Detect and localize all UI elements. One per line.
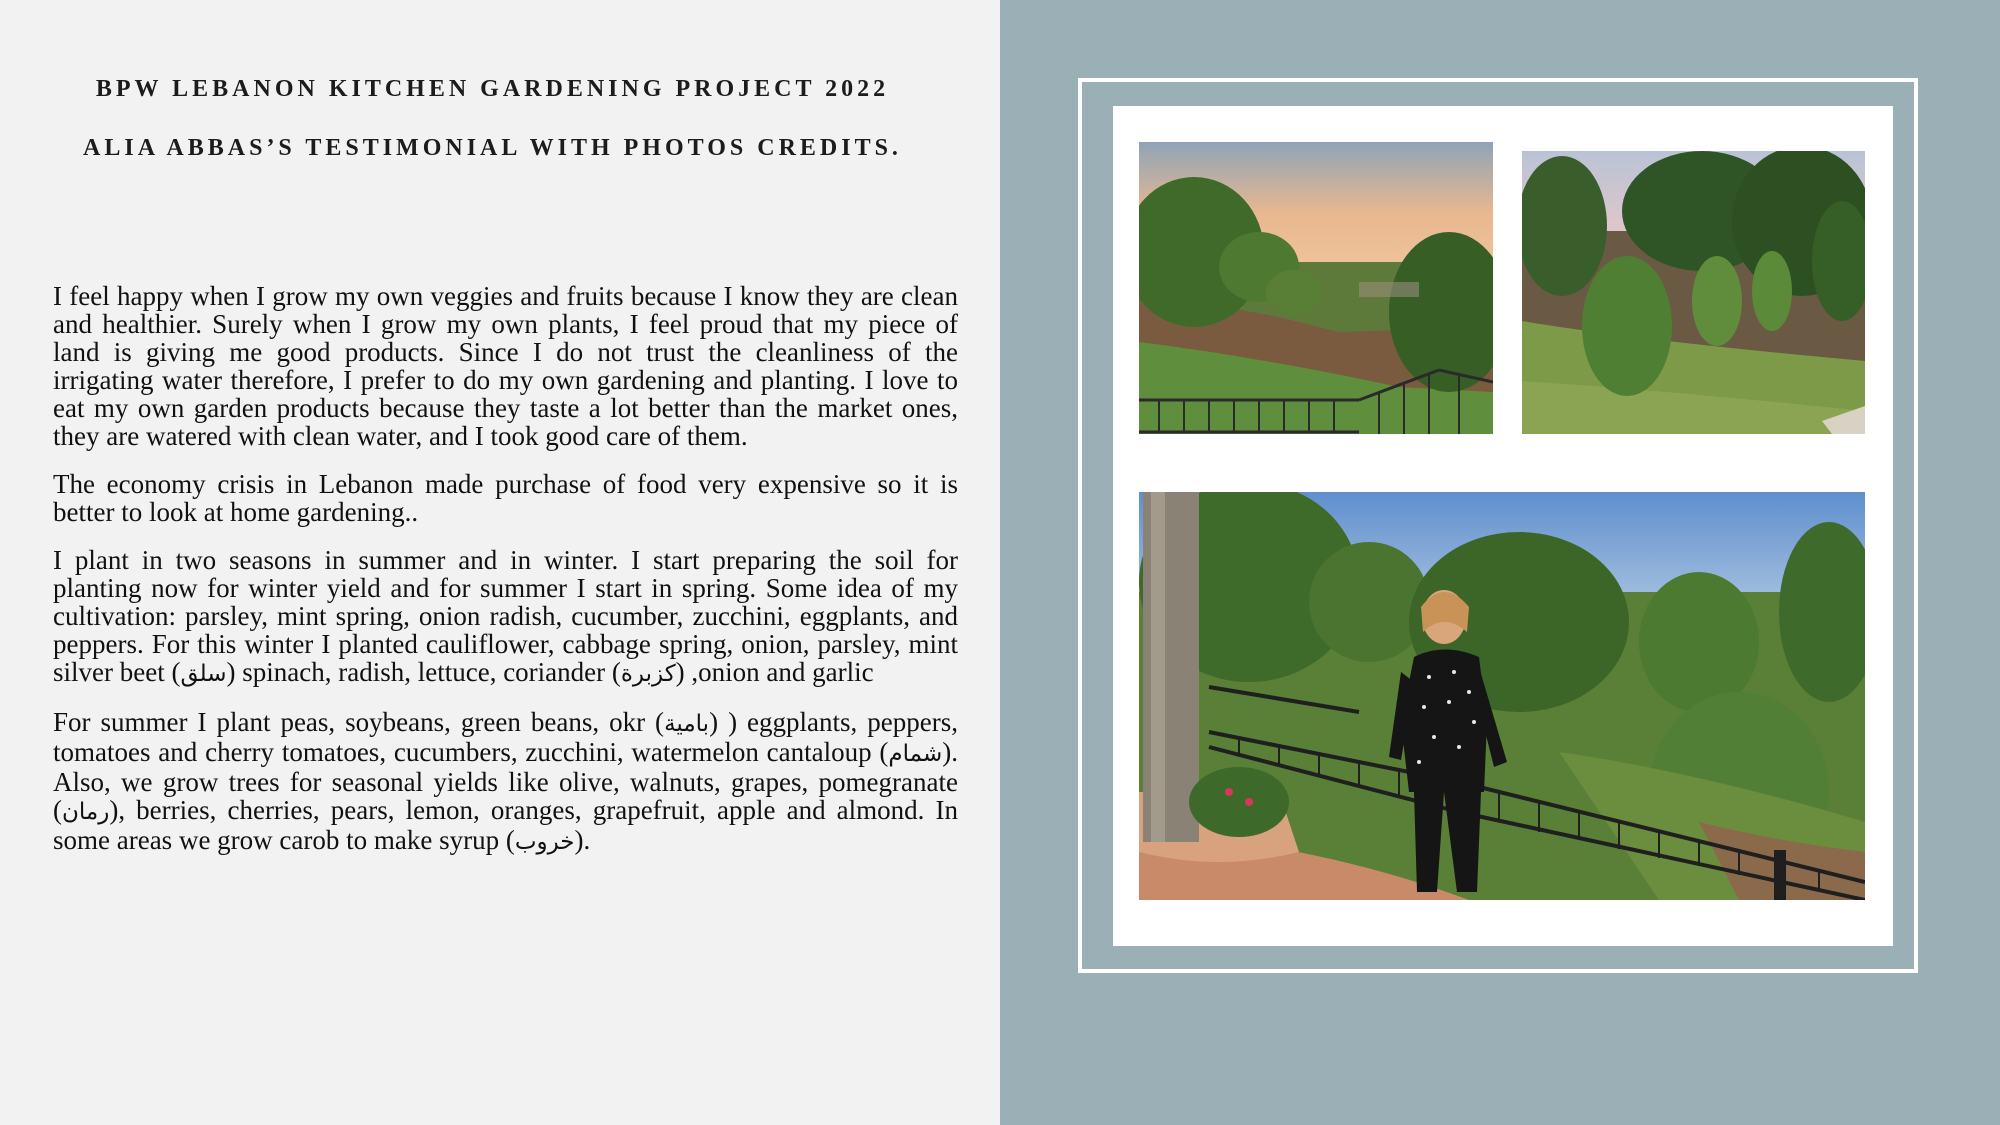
- garden-sunset-photo: [1139, 142, 1493, 434]
- p4-arabic-4: خروب: [514, 829, 575, 855]
- page-subtitle: ALIA ABBAS’S TESTIMONIAL WITH PHOTOS CREDITS.: [83, 135, 902, 161]
- page-title: BPW LEBANON KITCHEN GARDENING PROJECT 2022: [95, 76, 890, 102]
- testimonial-paragraph-2: The economy crisis in Lebanon made purchase of food very expensive so it is better to look at home gardening..: [53, 469, 958, 527]
- p4-text-b: ) ) eggplants, peppers, tomatoes and cherry tomatoes, cucumbers, zucchini, watermelon cantaloup (: [53, 707, 958, 767]
- p4-arabic-3: رمان: [62, 799, 110, 825]
- p3-text-a: I plant in two seasons in summer and in winter. I start preparing the soil for planting now for winter yield and for summer I start in spring. Some idea of my cultivation: parsley, mint spring, onion radish, cucumber, zucchini, eggplants, and peppers. For this winter I planted cauliflower, cabbage spring, onion, parsley, mint silver beet (: [53, 545, 958, 687]
- p4-arabic-2: شمام: [888, 741, 943, 767]
- testimonial-paragraph-4: [53, 708, 958, 856]
- testimonial-paragraph-3: [53, 546, 958, 688]
- p4-text-d: ), berries, cherries, pears, lemon, oranges, grapefruit, apple and almond. In some areas we grow carob to make syrup (: [53, 795, 958, 855]
- p4-text-a: For summer I plant peas, soybeans, green beans, okr (: [53, 707, 665, 737]
- p3-text-b: ) spinach, radish, lettuce, coriander (: [226, 657, 621, 687]
- p4-text-c: ). Also, we grow trees for seasonal yields like olive, walnuts, grapes, pomegranate (: [53, 737, 958, 825]
- p3-arabic-1: سلق: [180, 661, 227, 687]
- p4-arabic-1: بامية: [664, 711, 710, 737]
- p4-text-e: ).: [574, 825, 591, 855]
- testimonial-body: [53, 282, 958, 876]
- garden-trees-photo: [1522, 151, 1865, 434]
- testimonial-paragraph-1: I feel happy when I grow my own veggies and fruits because I know they are clean and healthier. Surely when I grow my own plants, I feel proud that my piece of land is giving me good products. Since I do not trust the cleanliness of the irrigating water therefore, I prefer to do my own gardening and planting. I love to eat my own garden products because they taste a lot better than the market ones, they are watered with clean water, and I took good care of them.: [53, 281, 958, 451]
- p3-arabic-2: كزبرة: [620, 661, 676, 687]
- alia-abbas-garden-photo: [1139, 492, 1865, 900]
- p3-text-c: ) ,onion and garlic: [675, 657, 874, 687]
